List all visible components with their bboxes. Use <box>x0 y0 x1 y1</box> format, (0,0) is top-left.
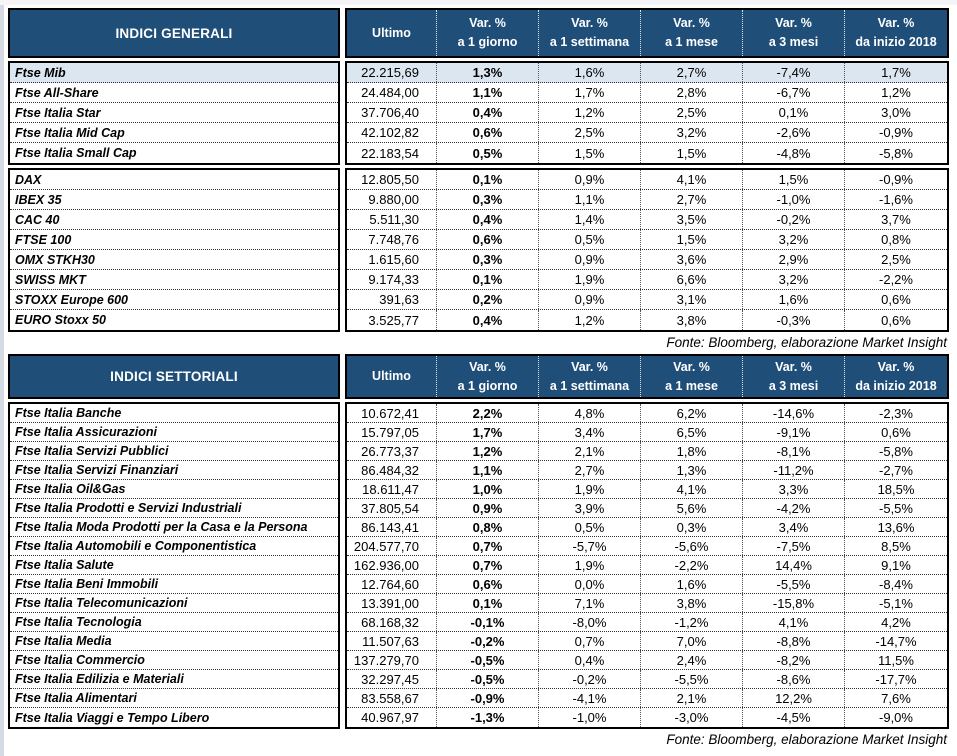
var-header-line1: Var. % <box>673 16 710 30</box>
ultimo-value: 37.805,54 <box>347 499 437 517</box>
var-value-3: 3,5% <box>641 210 743 229</box>
row-group <box>8 402 949 729</box>
ultimo-value: 12.764,60 <box>347 575 437 593</box>
var-value-3: -5,6% <box>641 537 743 555</box>
var-value-4: -14,6% <box>743 404 845 422</box>
var-value-4: -6,7% <box>743 83 845 102</box>
var-value-5: -5,1% <box>879 595 913 611</box>
var-header-line1: Var. % <box>775 359 812 374</box>
var-header-line1: Var. % <box>877 16 915 30</box>
var-value-1: 0,6% <box>437 230 539 249</box>
var-value-5: -17,7% <box>875 671 917 687</box>
index-name: Ftse Italia Alimentari <box>10 689 338 708</box>
row-group <box>8 168 949 332</box>
var-value-3: 6,2% <box>641 404 743 422</box>
var-header-line1: Var. % <box>469 16 506 30</box>
ultimo-value: 13.391,00 <box>347 594 437 612</box>
var-header-line2: a 3 mesi <box>768 378 819 393</box>
var-value-4: 0,1% <box>743 103 845 122</box>
var-value-5: 8,5% <box>881 538 911 554</box>
var-value-1: 1,7% <box>437 423 539 441</box>
var-value-2: 0,0% <box>539 575 641 593</box>
table-row <box>347 689 947 708</box>
var-value-2: -1,0% <box>539 708 641 727</box>
var-value-2: 0,4% <box>539 651 641 669</box>
var-header-line1: Var. % <box>571 16 608 30</box>
var-value-4: -4,8% <box>743 143 845 163</box>
table-indici-generali <box>8 8 949 354</box>
index-name: IBEX 35 <box>10 190 338 210</box>
var-value-4: -9,1% <box>743 423 845 441</box>
var-value-3: -3,0% <box>641 708 743 727</box>
var-value-4: -8,6% <box>743 670 845 688</box>
var-value-2: 2,5% <box>539 123 641 142</box>
var-value-3: 1,6% <box>641 575 743 593</box>
table-row <box>347 423 947 442</box>
var-value-2: 0,9% <box>539 170 641 189</box>
var-value-1: 0,8% <box>437 518 539 536</box>
var-value-1: -0,5% <box>437 670 539 688</box>
var-value-5: 0,6% <box>881 292 911 307</box>
index-name: Ftse Italia Star <box>10 103 338 123</box>
var-value-1: -0,5% <box>437 651 539 669</box>
column-header-var-2 <box>539 10 641 56</box>
var-value-3: -1,2% <box>641 613 743 631</box>
ultimo-value: 7.748,76 <box>347 230 437 249</box>
var-value-1: 0,4% <box>437 310 539 330</box>
index-name: Ftse Italia Servizi Pubblici <box>10 442 338 461</box>
index-name: STOXX Europe 600 <box>10 290 338 310</box>
var-value-3: 2,7% <box>641 63 743 82</box>
table-row <box>347 518 947 537</box>
var-value-5: -5,5% <box>879 500 913 516</box>
var-header-line2: a 1 giorno <box>457 378 518 393</box>
index-name: Ftse Italia Telecomunicazioni <box>10 594 338 613</box>
index-name: Ftse Italia Viaggi e Tempo Libero <box>15 710 210 725</box>
var-value-1: 1,3% <box>437 63 539 82</box>
row-group-labels <box>8 61 340 165</box>
var-value-5: -5,8% <box>879 145 913 161</box>
ultimo-value: 22.183,54 <box>347 143 437 163</box>
var-value-4: -1,0% <box>743 190 845 209</box>
var-value-1: 0,3% <box>437 250 539 269</box>
index-name: Ftse Italia Tecnologia <box>10 613 338 632</box>
var-value-3: 1,3% <box>641 461 743 479</box>
table-title: INDICI SETTORIALI <box>8 354 340 399</box>
var-value-4: 4,1% <box>743 613 845 631</box>
var-value-3: 2,8% <box>641 83 743 102</box>
ultimo-value: 26.773,37 <box>347 442 437 460</box>
var-value-3: 6,5% <box>641 423 743 441</box>
var-value-2: 2,7% <box>539 461 641 479</box>
var-header-line1: Var. % <box>469 359 506 374</box>
table-row <box>347 404 947 423</box>
column-header-ultimo: Ultimo <box>347 356 437 397</box>
table-row <box>347 310 947 330</box>
table-row <box>347 670 947 689</box>
table-row <box>347 210 947 230</box>
var-value-1: 0,1% <box>437 270 539 289</box>
var-value-1: 0,6% <box>437 575 539 593</box>
table-row <box>347 170 947 190</box>
var-value-3: 4,1% <box>641 170 743 189</box>
var-value-1: 1,1% <box>437 461 539 479</box>
table-row <box>347 480 947 499</box>
var-value-2: 0,7% <box>539 632 641 650</box>
var-header-line2: da inizio 2018 <box>855 378 937 393</box>
row-group <box>8 61 949 165</box>
var-header-line2: a 1 giorno <box>457 35 518 49</box>
var-value-5: 11,5% <box>878 652 914 668</box>
row-group-labels <box>8 402 340 729</box>
var-value-1: 0,4% <box>437 210 539 229</box>
var-value-4: 1,6% <box>743 290 845 309</box>
column-header-var-4 <box>743 10 845 56</box>
window-top-edge <box>0 0 957 5</box>
var-value-4: 2,9% <box>743 250 845 269</box>
var-value-4: -8,1% <box>743 442 845 460</box>
ultimo-value: 68.168,32 <box>347 613 437 631</box>
index-name: Ftse Italia Salute <box>10 556 338 575</box>
ultimo-value: 162.936,00 <box>347 556 437 574</box>
ultimo-value: 11.507,63 <box>347 632 437 650</box>
ultimo-value: 5.511,30 <box>347 210 437 229</box>
var-value-2: 3,4% <box>539 423 641 441</box>
var-value-1: 2,2% <box>437 404 539 422</box>
column-header-ultimo: Ultimo <box>347 10 437 56</box>
var-value-1: -0,1% <box>437 613 539 631</box>
var-value-3: 1,5% <box>641 230 743 249</box>
var-value-1: 0,2% <box>437 290 539 309</box>
index-name: Ftse Italia Banche <box>10 404 338 423</box>
column-header-var-3 <box>641 356 743 397</box>
var-header-line1: Var. % <box>775 16 812 30</box>
var-value-3: -5,5% <box>641 670 743 688</box>
var-value-3: 6,6% <box>641 270 743 289</box>
var-value-2: -4,1% <box>539 689 641 707</box>
table-header-row <box>8 8 949 58</box>
ultimo-value: 22.215,69 <box>347 63 437 82</box>
var-value-2: 0,9% <box>539 250 641 269</box>
var-value-4: 3,3% <box>743 480 845 498</box>
var-value-2: 0,9% <box>539 290 641 309</box>
table-column-headers <box>345 8 949 58</box>
var-value-4: -0,3% <box>743 310 845 330</box>
ultimo-value: 32.297,45 <box>347 670 437 688</box>
var-header-line1: Var. % <box>571 359 608 374</box>
index-name: Ftse Italia Media <box>10 632 338 651</box>
table-row <box>347 290 947 310</box>
var-value-5: -0,9% <box>879 172 913 187</box>
var-value-4: -15,8% <box>743 594 845 612</box>
var-value-3: 0,3% <box>641 518 743 536</box>
var-value-1: 0,1% <box>437 594 539 612</box>
ultimo-value: 86.143,41 <box>347 518 437 536</box>
index-name: Ftse Italia Edilizia e Materiali <box>10 670 338 689</box>
row-group-data <box>345 61 949 165</box>
var-value-3: 2,1% <box>641 689 743 707</box>
ultimo-value: 24.484,00 <box>347 83 437 102</box>
table-row <box>347 613 947 632</box>
row-group-data <box>345 402 949 729</box>
column-header-var-1 <box>437 10 539 56</box>
table-row <box>347 83 947 103</box>
ultimo-value: 137.279,70 <box>347 651 437 669</box>
var-value-5: 1,2% <box>881 85 911 100</box>
var-value-3: 3,6% <box>641 250 743 269</box>
table-row <box>347 250 947 270</box>
ultimo-value: 18.611,47 <box>347 480 437 498</box>
var-value-1: 0,7% <box>437 556 539 574</box>
index-name: FTSE 100 <box>10 230 338 250</box>
index-name: Ftse Mib <box>10 63 338 83</box>
window-left-edge <box>0 0 4 756</box>
var-header-line2: a 1 mese <box>665 35 718 49</box>
index-name: Ftse Italia Automobili e Componentistica <box>10 537 338 556</box>
table-header-row <box>8 354 949 399</box>
var-value-2: 3,9% <box>539 499 641 517</box>
row-group-data <box>345 168 949 332</box>
var-value-4: -8,2% <box>743 651 845 669</box>
var-value-2: -8,0% <box>539 613 641 631</box>
var-value-4: -2,6% <box>743 123 845 142</box>
var-value-2: 2,1% <box>539 442 641 460</box>
var-value-4: -4,2% <box>743 499 845 517</box>
index-name: Ftse Italia Oil&Gas <box>10 480 338 499</box>
table-row <box>347 63 947 83</box>
table-row <box>347 190 947 210</box>
var-header-line2: a 1 settimana <box>549 378 630 393</box>
ultimo-value: 3.525,77 <box>347 310 437 330</box>
var-value-5: 7,6% <box>881 690 911 706</box>
var-value-5: -0,9% <box>879 125 913 140</box>
var-value-4: -7,5% <box>743 537 845 555</box>
var-value-4: 14,4% <box>743 556 845 574</box>
index-name: Ftse Italia Commercio <box>10 651 338 670</box>
var-value-2: 1,7% <box>539 83 641 102</box>
table-row <box>347 651 947 670</box>
var-value-4: -11,2% <box>743 461 845 479</box>
var-value-5: 1,7% <box>881 65 911 80</box>
var-value-2: -5,7% <box>539 537 641 555</box>
var-value-2: 0,5% <box>539 230 641 249</box>
table-row <box>347 499 947 518</box>
column-header-var-4 <box>743 356 845 397</box>
var-value-5: 13,6% <box>877 519 915 535</box>
var-value-3: 1,8% <box>641 442 743 460</box>
var-value-4: -8,8% <box>743 632 845 650</box>
ultimo-value: 9.174,33 <box>347 270 437 289</box>
var-value-2: 4,8% <box>539 404 641 422</box>
var-value-4: -7,4% <box>743 63 845 82</box>
var-value-4: -5,5% <box>743 575 845 593</box>
var-value-1: 0,7% <box>437 537 539 555</box>
index-name: Ftse Italia Assicurazioni <box>10 423 338 442</box>
index-name: DAX <box>10 170 338 190</box>
var-value-5: -1,6% <box>879 192 913 207</box>
var-value-5: -9,0% <box>879 710 913 725</box>
var-value-3: 3,8% <box>641 594 743 612</box>
var-value-4: 3,2% <box>743 230 845 249</box>
table-title: INDICI GENERALI <box>8 8 340 58</box>
var-value-3: 7,0% <box>641 632 743 650</box>
var-value-1: 0,5% <box>437 143 539 163</box>
column-header-var-2 <box>539 356 641 397</box>
var-value-1: 1,2% <box>437 442 539 460</box>
ultimo-value: 40.967,97 <box>347 708 437 727</box>
index-name: EURO Stoxx 50 <box>15 313 107 327</box>
table-row <box>347 442 947 461</box>
var-value-2: 1,9% <box>539 480 641 498</box>
var-value-2: 1,9% <box>539 270 641 289</box>
var-value-3: 2,5% <box>641 103 743 122</box>
var-value-4: 1,5% <box>743 170 845 189</box>
ultimo-value: 1.615,60 <box>347 250 437 269</box>
var-value-3: 3,8% <box>641 310 743 330</box>
index-name: CAC 40 <box>10 210 338 230</box>
ultimo-value: 83.558,67 <box>347 689 437 707</box>
var-value-5: -5,8% <box>879 443 913 459</box>
var-value-3: 4,1% <box>641 480 743 498</box>
var-header-line2: a 1 settimana <box>549 35 630 49</box>
var-value-3: 1,5% <box>641 143 743 163</box>
ultimo-value: 42.102,82 <box>347 123 437 142</box>
table-row <box>347 556 947 575</box>
var-value-3: 3,1% <box>641 290 743 309</box>
table-row <box>347 537 947 556</box>
index-name: Ftse All-Share <box>10 83 338 103</box>
var-value-5: 0,6% <box>881 424 911 440</box>
table-row <box>347 230 947 250</box>
var-value-3: -2,2% <box>641 556 743 574</box>
var-value-5: -2,2% <box>879 272 913 287</box>
var-header-line1: Var. % <box>877 359 915 374</box>
var-value-5: 0,6% <box>881 312 911 328</box>
index-name: Ftse Italia Beni Immobili <box>10 575 338 594</box>
var-header-line2: da inizio 2018 <box>855 35 937 49</box>
table-row <box>347 708 947 727</box>
var-value-3: 5,6% <box>641 499 743 517</box>
var-value-1: 0,6% <box>437 123 539 142</box>
var-value-5: 3,0% <box>881 105 911 120</box>
ultimo-value: 204.577,70 <box>347 537 437 555</box>
row-group-labels <box>8 168 340 332</box>
index-name: Ftse Italia Moda Prodotti per la Casa e la Persona <box>10 518 338 537</box>
column-header-var-1 <box>437 356 539 397</box>
fonte-note: Fonte: Bloomberg, elaborazione Market Insight <box>666 335 947 350</box>
table-row <box>347 461 947 480</box>
table-row <box>347 123 947 143</box>
var-value-3: 2,4% <box>641 651 743 669</box>
var-value-2: 0,5% <box>539 518 641 536</box>
ultimo-value: 391,63 <box>347 290 437 309</box>
table-row <box>347 594 947 613</box>
var-value-5: 4,2% <box>881 614 911 630</box>
var-value-2: 1,9% <box>539 556 641 574</box>
index-name: Ftse Italia Servizi Finanziari <box>10 461 338 480</box>
index-name: Ftse Italia Prodotti e Servizi Industriali <box>10 499 338 518</box>
var-value-1: 0,4% <box>437 103 539 122</box>
var-header-line1: Var. % <box>673 359 710 374</box>
column-header-var-5 <box>845 356 947 397</box>
index-name: Ftse Italia Mid Cap <box>10 123 338 143</box>
table-row <box>347 632 947 651</box>
table-column-headers <box>345 354 949 399</box>
var-value-2: 1,5% <box>539 143 641 163</box>
ultimo-value: 15.797,05 <box>347 423 437 441</box>
var-value-2: 1,6% <box>539 63 641 82</box>
var-value-5: 0,8% <box>881 232 911 247</box>
var-value-1: -0,2% <box>437 632 539 650</box>
index-name: Ftse Italia Small Cap <box>15 146 137 160</box>
var-value-4: 3,2% <box>743 270 845 289</box>
table-indici-settoriali <box>8 354 949 751</box>
var-value-4: 12,2% <box>743 689 845 707</box>
var-value-5: 9,1% <box>881 557 911 573</box>
ultimo-value: 9.880,00 <box>347 190 437 209</box>
var-value-1: 0,9% <box>437 499 539 517</box>
var-value-5: -14,7% <box>875 633 917 649</box>
fonte-note: Fonte: Bloomberg, elaborazione Market Insight <box>666 732 947 747</box>
var-value-1: 0,3% <box>437 190 539 209</box>
var-value-2: 7,1% <box>539 594 641 612</box>
var-value-2: 1,2% <box>539 103 641 122</box>
table-row <box>347 575 947 594</box>
ultimo-value: 86.484,32 <box>347 461 437 479</box>
ultimo-value: 12.805,50 <box>347 170 437 189</box>
var-header-line2: a 3 mesi <box>768 35 819 49</box>
var-value-3: 3,2% <box>641 123 743 142</box>
ultimo-value: 10.672,41 <box>347 404 437 422</box>
var-value-2: -0,2% <box>539 670 641 688</box>
var-value-2: 1,4% <box>539 210 641 229</box>
var-value-5: -2,3% <box>879 405 913 421</box>
var-value-1: -1,3% <box>437 708 539 727</box>
var-value-4: 3,4% <box>743 518 845 536</box>
var-value-5: 2,5% <box>881 252 911 267</box>
var-header-line2: a 1 mese <box>665 378 718 393</box>
column-header-var-5 <box>845 10 947 56</box>
var-value-5: 3,7% <box>881 212 911 227</box>
table-row <box>347 103 947 123</box>
var-value-1: -0,9% <box>437 689 539 707</box>
var-value-1: 0,1% <box>437 170 539 189</box>
var-value-5: 18,5% <box>877 481 915 497</box>
var-value-5: -2,7% <box>879 462 913 478</box>
ultimo-value: 37.706,40 <box>347 103 437 122</box>
market-insight-report <box>8 8 949 751</box>
var-value-1: 1,1% <box>437 83 539 102</box>
var-value-2: 1,2% <box>539 310 641 330</box>
table-row <box>347 270 947 290</box>
index-name: OMX STKH30 <box>10 250 338 270</box>
column-header-var-3 <box>641 10 743 56</box>
var-value-1: 1,0% <box>437 480 539 498</box>
index-name: SWISS MKT <box>10 270 338 290</box>
var-value-4: -0,2% <box>743 210 845 229</box>
var-value-4: -4,5% <box>743 708 845 727</box>
var-value-2: 1,1% <box>539 190 641 209</box>
table-row <box>347 143 947 163</box>
var-value-3: 2,7% <box>641 190 743 209</box>
var-value-5: -8,4% <box>879 576 913 592</box>
